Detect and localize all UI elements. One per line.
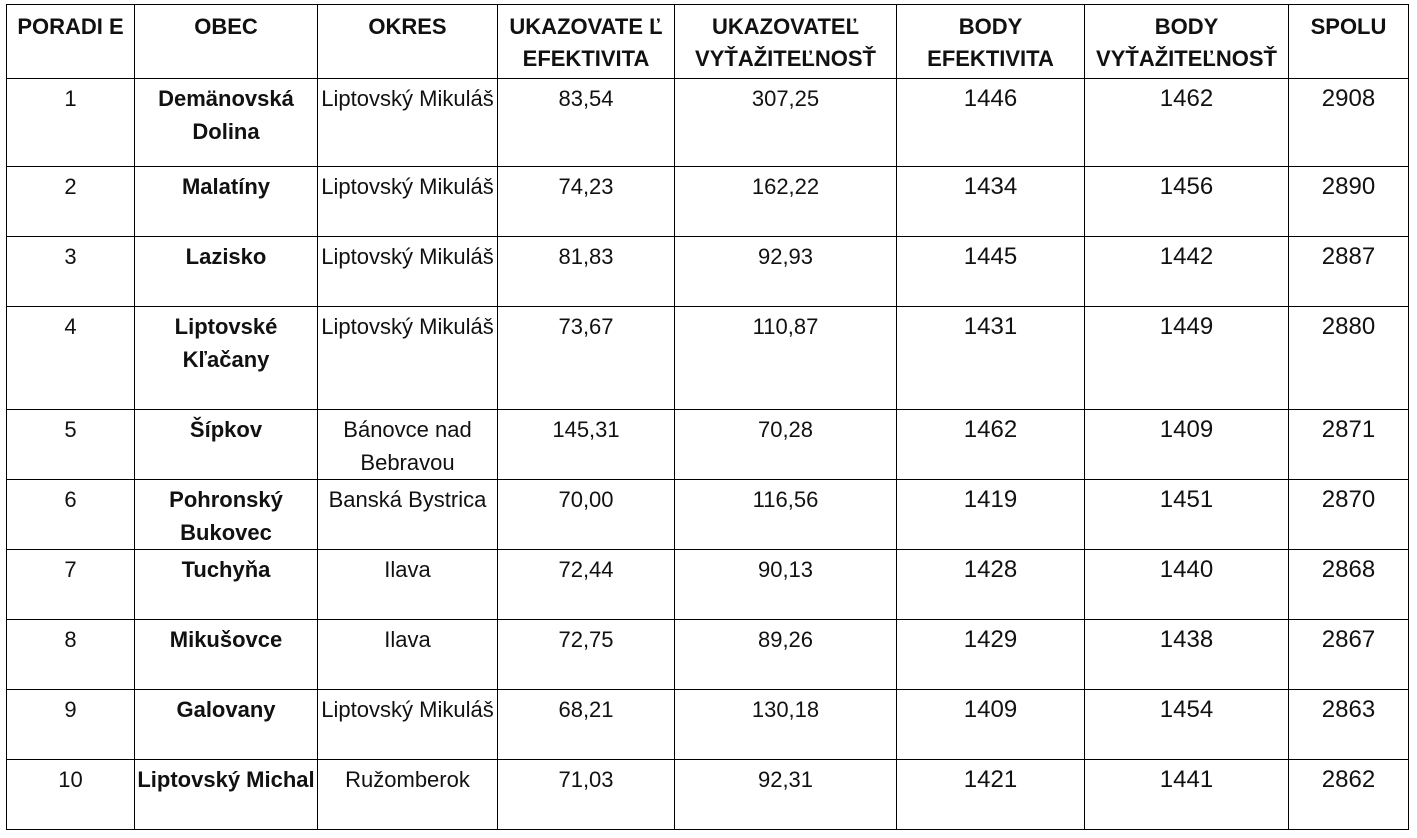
cell-body-efektivita: 1421 [897, 760, 1085, 830]
cell-spolu: 2870 [1289, 480, 1409, 550]
cell-ukazovatel-efektivita: 83,54 [498, 79, 675, 167]
cell-okres: Liptovský Mikuláš [318, 167, 498, 237]
table-body [7, 79, 1409, 830]
header-poradie: PORADI E [7, 5, 135, 79]
cell-okres: Banská Bystrica [318, 480, 498, 550]
cell-ukazovatel-vytazitelnost: 90,13 [675, 550, 897, 620]
cell-body-vytazitelnost: 1454 [1085, 690, 1289, 760]
cell-spolu: 2863 [1289, 690, 1409, 760]
cell-body-vytazitelnost: 1451 [1085, 480, 1289, 550]
table-row [7, 690, 1409, 760]
cell-ukazovatel-vytazitelnost: 130,18 [675, 690, 897, 760]
cell-okres: Liptovský Mikuláš [318, 690, 498, 760]
cell-body-efektivita: 1429 [897, 620, 1085, 690]
cell-poradie: 3 [7, 237, 135, 307]
header-body-vytazitelnost: BODY VYŤAŽITEĽNOSŤ [1085, 5, 1289, 79]
header-okres: OKRES [318, 5, 498, 79]
ranking-table [6, 4, 1409, 830]
cell-body-efektivita: 1445 [897, 237, 1085, 307]
cell-body-efektivita: 1446 [897, 79, 1085, 167]
cell-obec: Mikušovce [135, 620, 318, 690]
header-ukazovatel-efektivita: UKAZOVATE Ľ EFEKTIVITA [498, 5, 675, 79]
cell-body-efektivita: 1434 [897, 167, 1085, 237]
cell-body-vytazitelnost: 1449 [1085, 307, 1289, 410]
cell-ukazovatel-vytazitelnost: 92,93 [675, 237, 897, 307]
cell-spolu: 2880 [1289, 307, 1409, 410]
cell-obec: Lazisko [135, 237, 318, 307]
cell-body-vytazitelnost: 1440 [1085, 550, 1289, 620]
cell-ukazovatel-vytazitelnost: 116,56 [675, 480, 897, 550]
cell-obec: Liptovský Michal [135, 760, 318, 830]
cell-body-vytazitelnost: 1442 [1085, 237, 1289, 307]
cell-body-efektivita: 1431 [897, 307, 1085, 410]
cell-body-vytazitelnost: 1438 [1085, 620, 1289, 690]
cell-ukazovatel-vytazitelnost: 307,25 [675, 79, 897, 167]
cell-spolu: 2867 [1289, 620, 1409, 690]
cell-poradie: 6 [7, 480, 135, 550]
cell-ukazovatel-efektivita: 81,83 [498, 237, 675, 307]
table-row [7, 79, 1409, 167]
cell-ukazovatel-vytazitelnost: 70,28 [675, 410, 897, 480]
cell-obec: Liptovské Kľačany [135, 307, 318, 410]
table-row [7, 480, 1409, 550]
cell-body-efektivita: 1419 [897, 480, 1085, 550]
cell-poradie: 5 [7, 410, 135, 480]
cell-spolu: 2871 [1289, 410, 1409, 480]
cell-spolu: 2908 [1289, 79, 1409, 167]
cell-ukazovatel-vytazitelnost: 89,26 [675, 620, 897, 690]
header-spolu: SPOLU [1289, 5, 1409, 79]
cell-poradie: 10 [7, 760, 135, 830]
cell-spolu: 2887 [1289, 237, 1409, 307]
cell-body-vytazitelnost: 1456 [1085, 167, 1289, 237]
cell-obec: Galovany [135, 690, 318, 760]
cell-body-efektivita: 1409 [897, 690, 1085, 760]
cell-poradie: 9 [7, 690, 135, 760]
cell-spolu: 2890 [1289, 167, 1409, 237]
table-row [7, 410, 1409, 480]
cell-body-efektivita: 1428 [897, 550, 1085, 620]
cell-poradie: 2 [7, 167, 135, 237]
cell-ukazovatel-efektivita: 71,03 [498, 760, 675, 830]
cell-ukazovatel-efektivita: 72,44 [498, 550, 675, 620]
cell-obec: Malatíny [135, 167, 318, 237]
table-row [7, 307, 1409, 410]
cell-spolu: 2868 [1289, 550, 1409, 620]
cell-body-vytazitelnost: 1409 [1085, 410, 1289, 480]
table-row [7, 167, 1409, 237]
cell-body-vytazitelnost: 1441 [1085, 760, 1289, 830]
cell-ukazovatel-efektivita: 72,75 [498, 620, 675, 690]
cell-poradie: 4 [7, 307, 135, 410]
cell-ukazovatel-efektivita: 68,21 [498, 690, 675, 760]
cell-ukazovatel-efektivita: 74,23 [498, 167, 675, 237]
cell-body-vytazitelnost: 1462 [1085, 79, 1289, 167]
cell-spolu: 2862 [1289, 760, 1409, 830]
cell-okres: Ilava [318, 550, 498, 620]
table-row [7, 620, 1409, 690]
cell-obec: Tuchyňa [135, 550, 318, 620]
cell-poradie: 8 [7, 620, 135, 690]
cell-ukazovatel-efektivita: 145,31 [498, 410, 675, 480]
header-ukazovatel-vytazitelnost: UKAZOVATEĽ VYŤAŽITEĽNOSŤ [675, 5, 897, 79]
cell-ukazovatel-efektivita: 73,67 [498, 307, 675, 410]
cell-okres: Liptovský Mikuláš [318, 237, 498, 307]
cell-obec: Pohronský Bukovec [135, 480, 318, 550]
header-body-efektivita: BODY EFEKTIVITA [897, 5, 1085, 79]
cell-okres: Bánovce nad Bebravou [318, 410, 498, 480]
cell-okres: Liptovský Mikuláš [318, 307, 498, 410]
table-row [7, 237, 1409, 307]
cell-ukazovatel-vytazitelnost: 110,87 [675, 307, 897, 410]
cell-okres: Ilava [318, 620, 498, 690]
cell-poradie: 7 [7, 550, 135, 620]
cell-obec: Demänovská Dolina [135, 79, 318, 167]
cell-obec: Šípkov [135, 410, 318, 480]
table-row [7, 550, 1409, 620]
cell-ukazovatel-vytazitelnost: 162,22 [675, 167, 897, 237]
table-row [7, 760, 1409, 830]
cell-ukazovatel-efektivita: 70,00 [498, 480, 675, 550]
cell-ukazovatel-vytazitelnost: 92,31 [675, 760, 897, 830]
cell-okres: Liptovský Mikuláš [318, 79, 498, 167]
cell-poradie: 1 [7, 79, 135, 167]
header-obec: OBEC [135, 5, 318, 79]
cell-okres: Ružomberok [318, 760, 498, 830]
header-row [7, 5, 1409, 79]
cell-body-efektivita: 1462 [897, 410, 1085, 480]
